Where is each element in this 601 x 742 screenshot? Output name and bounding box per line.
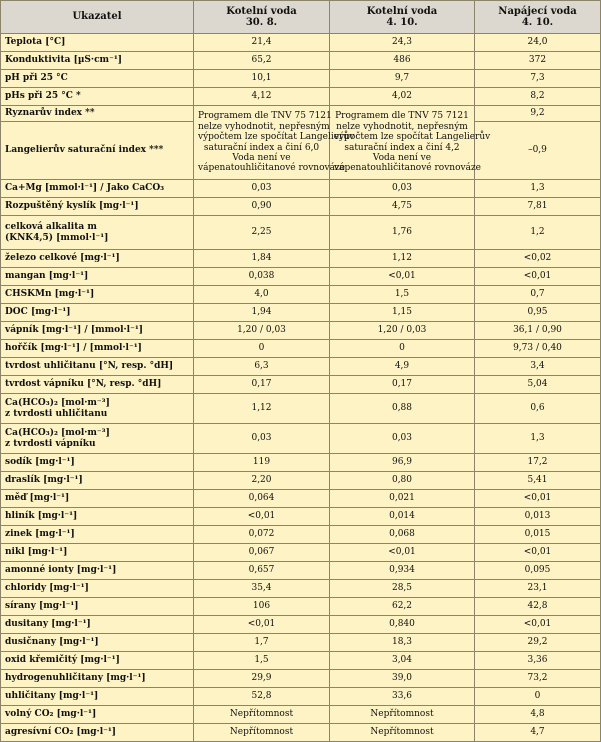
row-label: tvrdost vápníku [°N, resp. °dH] [1, 376, 194, 394]
row-label: celková alkalita m (KNK4,5) [mmol·l⁻¹] [1, 216, 194, 250]
value-cell: <0,01 [475, 616, 601, 634]
table-row [1, 472, 601, 490]
row-label: amonné ionty [mg·l⁻¹] [1, 562, 194, 580]
value-cell: 119 [194, 454, 330, 472]
value-cell: 486 [330, 52, 475, 70]
table-row [1, 88, 601, 106]
value-cell: 0,015 [475, 526, 601, 544]
table-row [1, 268, 601, 286]
value-cell: 4,75 [330, 198, 475, 216]
value-cell: 33,6 [330, 688, 475, 706]
value-cell: 1,84 [194, 250, 330, 268]
value-cell: 3,4 [475, 358, 601, 376]
row-label: mangan [mg·l⁻¹] [1, 268, 194, 286]
value-cell: 18,3 [330, 634, 475, 652]
value-cell: 9,73 / 0,40 [475, 340, 601, 358]
row-label: DOC [mg·l⁻¹] [1, 304, 194, 322]
row-label: tvrdost uhličitanu [°N, resp. °dH] [1, 358, 194, 376]
row-label: Teplota [°C] [1, 34, 194, 52]
value-cell: 1,7 [194, 634, 330, 652]
table-row [1, 250, 601, 268]
row-label: Rozpuštěný kyslík [mg·l⁻¹] [1, 198, 194, 216]
value-cell: 1,94 [194, 304, 330, 322]
value-cell: 106 [194, 598, 330, 616]
value-cell: Nepřítomnost [194, 724, 330, 742]
row-label: sodík [mg·l⁻¹] [1, 454, 194, 472]
table-row [1, 652, 601, 670]
table-row [1, 526, 601, 544]
value-cell: <0,01 [194, 508, 330, 526]
value-cell: 0,068 [330, 526, 475, 544]
value-cell: <0,01 [194, 616, 330, 634]
value-cell: 1,3 [475, 424, 601, 454]
value-cell: 0,021 [330, 490, 475, 508]
value-cell: Nepřítomnost [330, 706, 475, 724]
value-cell: 29,2 [475, 634, 601, 652]
row-label: Ca+Mg [mmol·l⁻¹] / Jako CaCO₃ [1, 180, 194, 198]
table-row [1, 70, 601, 88]
row-label: vápník [mg·l⁻¹] / [mmol·l⁻¹] [1, 322, 194, 340]
row-label: CHSKMn [mg·l⁻¹] [1, 286, 194, 304]
value-cell: Nepřítomnost [330, 724, 475, 742]
value-cell: 1,76 [330, 216, 475, 250]
table-row [1, 724, 601, 742]
row-label: Ryznarův index ** [1, 106, 194, 122]
value-cell: 0,067 [194, 544, 330, 562]
value-cell: 0,03 [194, 424, 330, 454]
value-cell: 1,20 / 0,03 [194, 322, 330, 340]
table-row [1, 598, 601, 616]
value-cell: 7,81 [475, 198, 601, 216]
table-row [1, 286, 601, 304]
value-cell: 62,2 [330, 598, 475, 616]
table-row [1, 340, 601, 358]
table-row [1, 490, 601, 508]
table-row [1, 180, 601, 198]
value-cell: 4,12 [194, 88, 330, 106]
row-label: oxid křemičitý [mg·l⁻¹] [1, 652, 194, 670]
value-cell: 9,7 [330, 70, 475, 88]
value-cell: 0,03 [330, 180, 475, 198]
value-cell: Nepřítomnost [194, 706, 330, 724]
value-cell: 0,03 [330, 424, 475, 454]
value-cell: 73,2 [475, 670, 601, 688]
value-cell: 0,17 [194, 376, 330, 394]
value-cell: –0,9 [475, 122, 601, 180]
value-cell: 0,038 [194, 268, 330, 286]
value-cell: 4,8 [475, 706, 601, 724]
value-cell: 0,840 [330, 616, 475, 634]
value-cell: 2,20 [194, 472, 330, 490]
row-label: Konduktivita [µS·cm⁻¹] [1, 52, 194, 70]
value-cell: 1,2 [475, 216, 601, 250]
value-cell: 3,36 [475, 652, 601, 670]
table-row [1, 52, 601, 70]
value-cell: 42,8 [475, 598, 601, 616]
table-row [1, 580, 601, 598]
value-cell: 0,014 [330, 508, 475, 526]
row-label: měď [mg·l⁻¹] [1, 490, 194, 508]
value-cell: <0,02 [475, 250, 601, 268]
header-row [1, 1, 601, 34]
value-cell: 0,7 [475, 286, 601, 304]
value-cell: 0,88 [330, 394, 475, 424]
row-label: sírany [mg·l⁻¹] [1, 598, 194, 616]
value-cell: 0,072 [194, 526, 330, 544]
value-cell: <0,01 [475, 268, 601, 286]
value-cell: 0,95 [475, 304, 601, 322]
table-row [1, 198, 601, 216]
value-cell: 0,6 [475, 394, 601, 424]
table-row [1, 688, 601, 706]
value-cell: <0,01 [475, 490, 601, 508]
value-cell: 23,1 [475, 580, 601, 598]
value-cell: 1,20 / 0,03 [330, 322, 475, 340]
value-cell: 0,657 [194, 562, 330, 580]
value-cell: 0 [330, 340, 475, 358]
row-label: Ca(HCO₃)₂ [mol·m⁻³] z tvrdosti vápníku [1, 424, 194, 454]
table-row [1, 508, 601, 526]
value-cell: 4,7 [475, 724, 601, 742]
value-cell: 65,2 [194, 52, 330, 70]
value-cell: 5,41 [475, 472, 601, 490]
value-cell: 9,2 [475, 106, 601, 122]
value-cell: 0,934 [330, 562, 475, 580]
value-cell: 8,2 [475, 88, 601, 106]
value-cell: 0 [194, 340, 330, 358]
value-cell: 17,2 [475, 454, 601, 472]
value-cell: 10,1 [194, 70, 330, 88]
note-cell-col2: Programem dle TNV 75 7121 nelze vyhodnotit, nepřesným výpočtem lze spočítat Langelierův saturační index a činí 4,2 Voda není ve vápenatouhličitanové rovnováze [330, 106, 475, 180]
table-row [1, 544, 601, 562]
row-label: Ca(HCO₃)₂ [mol·m⁻³] z tvrdosti uhličitanu [1, 394, 194, 424]
table-row [1, 358, 601, 376]
header-col-feed-4-10: Napájecí voda 4. 10. [475, 1, 601, 34]
value-cell: 6,3 [194, 358, 330, 376]
value-cell: 0,80 [330, 472, 475, 490]
value-cell: <0,01 [330, 268, 475, 286]
table-row [1, 706, 601, 724]
row-label: hořčík [mg·l⁻¹] / [mmol·l⁻¹] [1, 340, 194, 358]
value-cell: 39,0 [330, 670, 475, 688]
value-cell: 1,12 [330, 250, 475, 268]
table-row [1, 562, 601, 580]
table-row [1, 616, 601, 634]
value-cell: 5,04 [475, 376, 601, 394]
table-row [1, 322, 601, 340]
row-label: pH při 25 °C [1, 70, 194, 88]
table-row [1, 424, 601, 454]
value-cell: 24,0 [475, 34, 601, 52]
header-col-boiler-30-8: Kotelní voda 30. 8. [194, 1, 330, 34]
value-cell: 0 [475, 688, 601, 706]
value-cell: 35,4 [194, 580, 330, 598]
row-label: Langelierův saturační index *** [1, 122, 194, 180]
row-label: železo celkové [mg·l⁻¹] [1, 250, 194, 268]
row-label: volný CO₂ [mg·l⁻¹] [1, 706, 194, 724]
value-cell: 0,17 [330, 376, 475, 394]
value-cell: 52,8 [194, 688, 330, 706]
table-row [1, 216, 601, 250]
table-row [1, 394, 601, 424]
note-cell-col1: Programem dle TNV 75 7121 nelze vyhodnotit, nepřesným výpočtem lze spočítat Langelierův saturační index a činí 6,0 Voda není ve vápenatouhličitanové rovnováze [194, 106, 330, 180]
value-cell: 1,12 [194, 394, 330, 424]
row-label: hliník [mg·l⁻¹] [1, 508, 194, 526]
value-cell: 28,5 [330, 580, 475, 598]
row-label: nikl [mg·l⁻¹] [1, 544, 194, 562]
value-cell: 21,4 [194, 34, 330, 52]
table-row [1, 376, 601, 394]
value-cell: 96,9 [330, 454, 475, 472]
value-cell: 29,9 [194, 670, 330, 688]
value-cell: 1,5 [330, 286, 475, 304]
value-cell: 1,15 [330, 304, 475, 322]
table-row [1, 670, 601, 688]
row-label: agresívní CO₂ [mg·l⁻¹] [1, 724, 194, 742]
header-indicator: Ukazatel [1, 1, 194, 34]
row-label: zinek [mg·l⁻¹] [1, 526, 194, 544]
table-row [1, 304, 601, 322]
header-col-boiler-4-10: Kotelní voda 4. 10. [330, 1, 475, 34]
value-cell: 4,02 [330, 88, 475, 106]
value-cell: 2,25 [194, 216, 330, 250]
row-label: chloridy [mg·l⁻¹] [1, 580, 194, 598]
value-cell: <0,01 [475, 544, 601, 562]
value-cell: 0,90 [194, 198, 330, 216]
value-cell: 3,04 [330, 652, 475, 670]
row-label: hydrogenuhličitany [mg·l⁻¹] [1, 670, 194, 688]
table-row [1, 34, 601, 52]
row-label: dusičnany [mg·l⁻¹] [1, 634, 194, 652]
table-row [1, 634, 601, 652]
value-cell: 372 [475, 52, 601, 70]
table-row [1, 106, 601, 122]
row-label: dusitany [mg·l⁻¹] [1, 616, 194, 634]
value-cell: 24,3 [330, 34, 475, 52]
value-cell: 1,3 [475, 180, 601, 198]
value-cell: 0,064 [194, 490, 330, 508]
table-row [1, 454, 601, 472]
value-cell: 0,013 [475, 508, 601, 526]
row-label: uhličitany [mg·l⁻¹] [1, 688, 194, 706]
value-cell: 7,3 [475, 70, 601, 88]
value-cell: <0,01 [330, 544, 475, 562]
value-cell: 0,095 [475, 562, 601, 580]
value-cell: 4,9 [330, 358, 475, 376]
value-cell: 1,5 [194, 652, 330, 670]
value-cell: 0,03 [194, 180, 330, 198]
row-label: draslík [mg·l⁻¹] [1, 472, 194, 490]
row-label: pHs při 25 °C * [1, 88, 194, 106]
value-cell: 36,1 / 0,90 [475, 322, 601, 340]
value-cell: 4,0 [194, 286, 330, 304]
